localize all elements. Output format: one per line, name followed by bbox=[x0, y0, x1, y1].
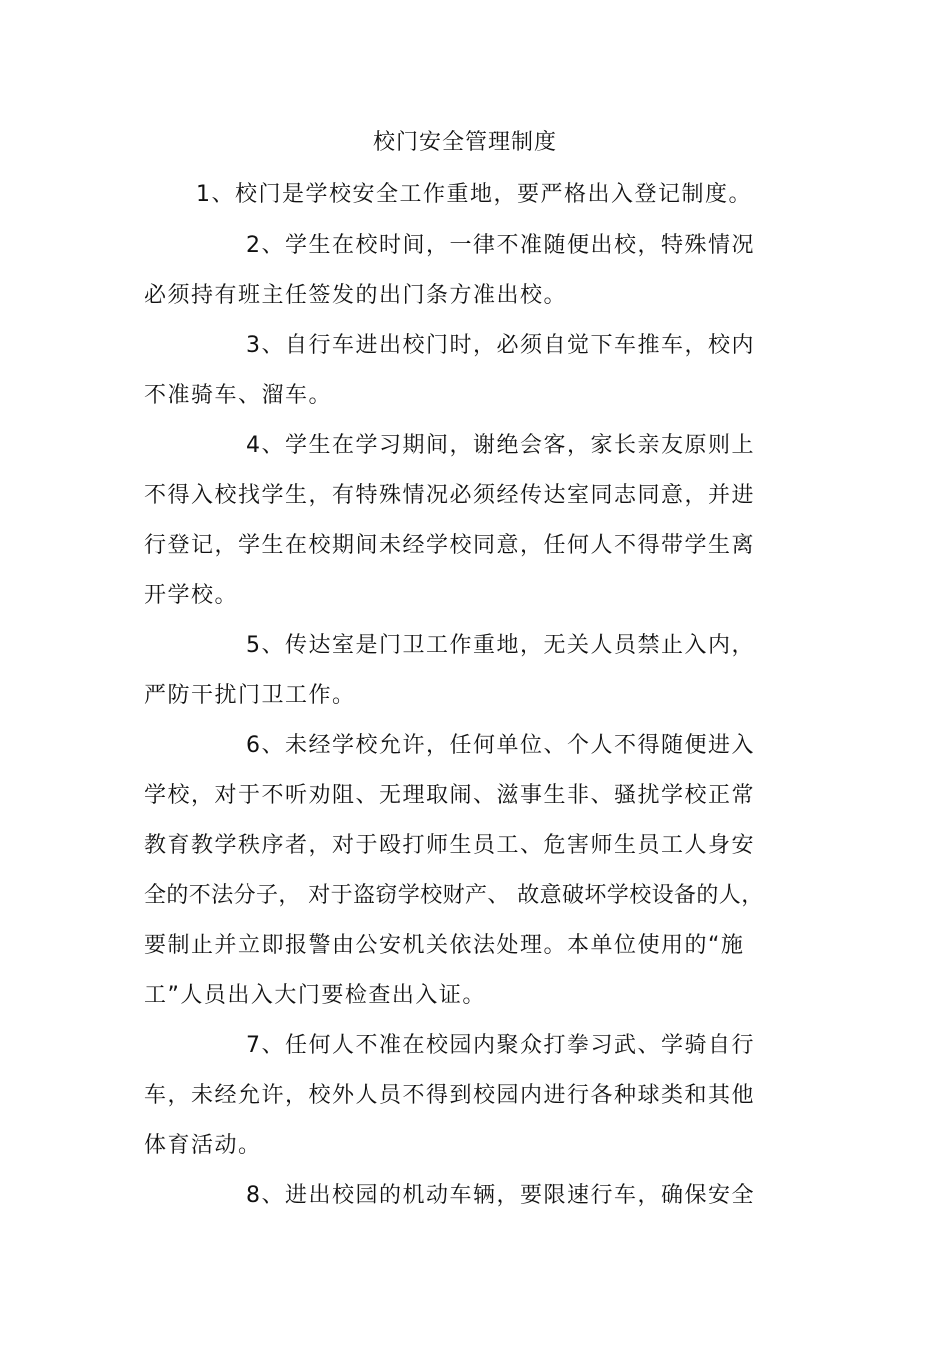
text-line: 不准骑车、溜车。 bbox=[144, 383, 333, 408]
text-line: 工”人员出入大门要检查出入证。 bbox=[144, 983, 486, 1008]
document-title: 校门安全管理制度 bbox=[372, 130, 557, 155]
text-line: 教育教学秩序者，对于殴打师生员工、危害师生员工人身安 bbox=[144, 833, 756, 858]
text-line: 必须持有班主任签发的出门条方准出校。 bbox=[144, 283, 568, 308]
text-line: 7、任何人不准在校园内聚众打拳习武、学骑自行 bbox=[246, 1033, 755, 1058]
text-line: 要制止并立即报警由公安机关依法处理。本单位使用的“施 bbox=[144, 933, 745, 958]
text-line: 体育活动。 bbox=[144, 1133, 262, 1158]
text-line: 3、自行车进出校门时，必须自觉下车推车，校内 bbox=[246, 333, 755, 358]
text-line: 行登记，学生在校期间未经学校同意，任何人不得带学生离 bbox=[144, 533, 756, 558]
text-line: 学校，对于不听劝阻、无理取闹、滋事生非、骚扰学校正常 bbox=[144, 783, 756, 808]
text-line: 6、未经学校允许，任何单位、个人不得随便进入 bbox=[246, 733, 755, 758]
text-line: 全的不法分子， 对于盗窃学校财产、 故意破坏学校设备的人， bbox=[144, 883, 764, 908]
text-line: 车，未经允许，校外人员不得到校园内进行各种球类和其他 bbox=[144, 1083, 756, 1108]
text-line: 2、学生在校时间，一律不准随便出校，特殊情况 bbox=[246, 233, 755, 258]
text-line: 开学校。 bbox=[144, 583, 239, 608]
text-line: 8、进出校园的机动车辆，要限速行车，确保安全 bbox=[246, 1183, 755, 1208]
text-line: 4、学生在学习期间，谢绝会客，家长亲友原则上 bbox=[246, 433, 755, 458]
text-line: 严防干扰门卫工作。 bbox=[144, 683, 356, 708]
text-line: 不得入校找学生，有特殊情况必须经传达室同志同意，并进 bbox=[144, 483, 756, 508]
text-line: 1、校门是学校安全工作重地，要严格出入登记制度。 bbox=[196, 182, 752, 207]
text-line: 5、传达室是门卫工作重地，无关人员禁止入内， bbox=[246, 633, 755, 658]
